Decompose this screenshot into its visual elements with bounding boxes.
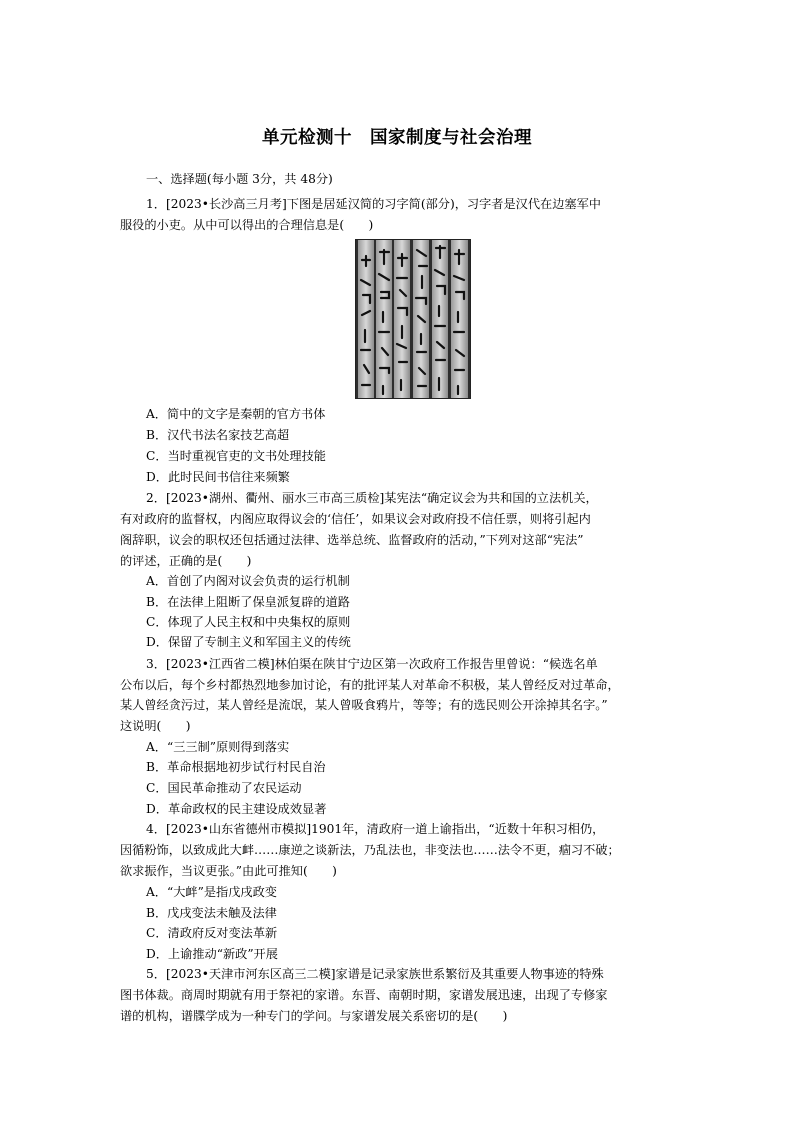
question-2-option-b: B．在法律上阻断了保皇派复辟的道路 bbox=[146, 595, 350, 609]
question-1-option-d: D．此时民间书信往来频繁 bbox=[146, 470, 290, 484]
question-3-line-4: 这说明( ) bbox=[120, 719, 191, 733]
question-3-line-3: 某人曾经贪污过，某人曾经是流氓，某人曾吸食鸦片，等等；有的选民则公开涂掉其名字。” bbox=[120, 698, 608, 712]
question-2-line-4: 的评述，正确的是( ) bbox=[120, 554, 252, 568]
question-4-option-a: A．“大衅”是指戊戌政变 bbox=[146, 885, 277, 899]
question-5-line-2: 图书体裁。商周时期就有用于祭祀的家谱。东晋、南朝时期，家谱发展迅速，出现了专修家 bbox=[120, 988, 608, 1002]
question-1-line-1: 1．[2023•长沙高三月考]下图是居延汉简的习字简(部分)，习字者是汉代在边塞军中 bbox=[146, 197, 601, 211]
question-3-option-a: A．“三三制”原则得到落实 bbox=[146, 740, 290, 754]
question-2-option-d: D．保留了专制主义和军国主义的传统 bbox=[146, 635, 351, 649]
page-title: 单元检测十 国家制度与社会治理 bbox=[262, 128, 532, 148]
question-3-line-1: 3．[2023•江西省二模]林伯渠在陕甘宁边区第一次政府工作报告里曾说：“候选名单 bbox=[146, 657, 598, 671]
question-4-option-d: D．上谕推动“新政”开展 bbox=[146, 947, 278, 961]
question-2-line-1: 2．[2023•湖州、衢州、丽水三市高三质检]某宪法“确定议会为共和国的立法机关， bbox=[146, 491, 598, 505]
question-3-option-b: B．革命根据地初步试行村民自治 bbox=[146, 760, 326, 774]
question-4-option-b: B．戊戌变法未触及法律 bbox=[146, 906, 277, 920]
question-5-line-1: 5．[2023•天津市河东区高三二模]家谱是记录家族世系繁衍及其重要人物事迹的特殊 bbox=[146, 967, 604, 981]
question-3-option-d: D．革命政权的民主建设成效显著 bbox=[146, 802, 327, 816]
bamboo-slips-image bbox=[355, 239, 471, 399]
question-1-line-2: 服役的小吏。从中可以得出的合理信息是( ) bbox=[120, 218, 374, 232]
question-4-line-2: 因循粉饰，以致成此大衅……康逆之谈新法，乃乱法也，非变法也……法令不更，痼习不破； bbox=[120, 843, 620, 857]
bamboo-slips-illustration bbox=[356, 240, 470, 398]
question-5-line-3: 谱的机构，谱牒学成为一种专门的学问。与家谱发展关系密切的是( ) bbox=[120, 1009, 508, 1023]
question-2-line-2: 有对政府的监督权，内阁应取得议会的‘信任’，如果议会对政府投不信任票，则将引起内 bbox=[120, 512, 591, 526]
question-2-option-a: A．首创了内阁对议会负责的运行机制 bbox=[146, 574, 350, 588]
question-2-line-3: 阁辞职，议会的职权还包括通过法律、选举总统、监督政府的活动，”下列对这部“宪法” bbox=[120, 533, 584, 547]
question-3-line-2: 公布以后，每个乡村都热烈地参加讨论，有的批评某人对革命不积极，某人曾经反对过革命， bbox=[120, 678, 620, 692]
section-header: 一、选择题(每小题 3分，共 48分) bbox=[146, 172, 333, 186]
question-4-line-1: 4．[2023•山东省德州市模拟]1901年，清政府一道上谕指出，“近数十年积习相仍， bbox=[146, 822, 605, 836]
question-2-option-c: C．体现了人民主权和中央集权的原则 bbox=[146, 615, 351, 629]
question-3-option-c: C．国民革命推动了农民运动 bbox=[146, 781, 302, 795]
question-4-line-3: 欲求振作，当议更张。”由此可推知( ) bbox=[120, 864, 337, 878]
question-1-option-b: B．汉代书法名家技艺高超 bbox=[146, 428, 290, 442]
question-1-option-c: C．当时重视官吏的文书处理技能 bbox=[146, 449, 326, 463]
question-4-option-c: C．清政府反对变法革新 bbox=[146, 926, 278, 940]
question-1-option-a: A．简中的文字是秦朝的官方书体 bbox=[146, 407, 326, 421]
